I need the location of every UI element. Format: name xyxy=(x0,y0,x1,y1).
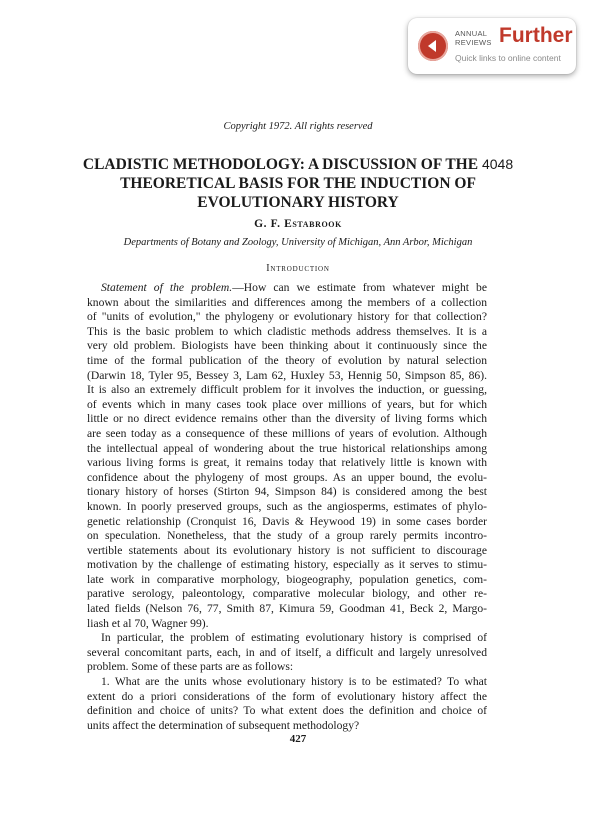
badge-subtitle: Quick links to online content xyxy=(455,53,561,63)
paragraph-line: vertible statements about its evolutionary history is not sufficient to discourage xyxy=(87,543,487,557)
title-line-1-text: CLADISTIC METHODOLOGY: A DISCUSSION OF THE xyxy=(82,156,479,173)
paragraph-line: (Darwin 18, Tyler 95, Bessey 3, Lam 62, Huxley 53, Hennig 50, Simpson 85, 86). xyxy=(87,368,487,382)
paragraph-line: known. In poorly preserved groups, such as the angiosperms, estimates of phylo- xyxy=(87,499,487,513)
badge-annual-text: ANNUAL xyxy=(455,29,488,38)
title-line-2: THEORETICAL BASIS FOR THE INDUCTION OF xyxy=(120,175,476,192)
paragraph-line: Statement of the problem.—How can we estimate from whatever might be xyxy=(101,281,487,294)
paragraph-line: are seen today as a consequence of these millions of years of evolution. Although xyxy=(87,426,487,440)
paragraph-line: known about the similarities and differences among the members of a collection xyxy=(87,295,487,309)
title-line-3: EVOLUTIONARY HISTORY xyxy=(197,194,399,211)
paragraph-line: on speculation. Nonetheless, that the study of a group rarely permits incontro- xyxy=(87,529,487,543)
annual-reviews-logo-icon xyxy=(418,31,448,61)
copyright-notice: Copyright 1972. All rights reserved xyxy=(223,121,373,132)
paragraph-line: of "units of evolution," the phylogeny or evolutionary history for that collection? xyxy=(87,310,487,324)
paragraph-line: In particular, the problem of estimating evolutionary history is comprised of xyxy=(101,631,487,645)
paragraph-line: the intellectual appeal of wondering about the true historical relationships among xyxy=(87,441,487,455)
paragraph-line: It is also an extremely difficult problem for it involves the induction, or guessing, xyxy=(87,383,487,397)
section-heading: Introduction xyxy=(266,263,330,274)
paragraph-line: liash et al 70, Wagner 99). xyxy=(87,616,209,630)
paragraph-line: definition and choice of units? To what extent does the definition and choice of xyxy=(87,704,487,718)
paragraph-line: very old problem. Biologists have been thinking about it continuously since the xyxy=(87,339,487,353)
paragraph-line: units affect the determination of subsequent methodology? xyxy=(87,718,360,732)
paragraph-line: time of the formal publication of the theory of evolution by natural selection xyxy=(87,353,487,367)
badge-reviews-text: REVIEWS xyxy=(455,38,492,47)
paragraph-line: genetic relationship (Cronquist 16, Davis & Heywood 19) in some cases border xyxy=(87,514,487,528)
article-title xyxy=(60,155,536,212)
paragraph-lead-in: Statement of the problem. xyxy=(101,281,233,294)
author-affiliation: Departments of Botany and Zoology, University of Michigan, Ann Arbor, Michigan xyxy=(123,237,473,248)
article-body xyxy=(87,281,487,733)
author-name: G. F. Estabrook xyxy=(254,218,342,230)
paragraph-line: problem. Some of these parts are as follows: xyxy=(87,660,294,674)
badge-further-title: Further xyxy=(499,24,573,47)
paragraph-line: lated fields (Nelson 76, 77, Smith 87, Kimura 59, Goodman 41, Beck 2, Margo- xyxy=(87,602,487,616)
paragraph-line: of events which in many cases took place over millions of years, but for which xyxy=(87,397,487,411)
paragraph-line: tionary history of horses (Stirton 94, Simpson 84) is considered among the best xyxy=(87,485,487,499)
badge-annual-reviews-label xyxy=(455,29,492,47)
paragraph-line: extent do a priori considerations of the form of evolutionary history affect the xyxy=(87,689,487,703)
title-line-1 xyxy=(60,155,536,174)
paragraph-line: parative serology, paleontology, comparative molecular biology, and other re- xyxy=(87,587,487,601)
paragraph-line: several concomitant parts, each, in and of itself, a difficult and largely unresolved xyxy=(87,645,487,659)
paragraph-line: motivation by the challenge of estimating history, especially as it serves to stimu- xyxy=(87,558,487,572)
title-number: 4048 xyxy=(481,156,514,172)
paragraph-line: various living forms is great, it remains today that relatively little is known with xyxy=(87,456,487,470)
paragraph-line: late work in comparative morphology, biogeography, population genetics, com- xyxy=(87,572,487,586)
paragraph-line: 1. What are the units whose evolutionary history is to be estimated? To what xyxy=(101,675,487,689)
paragraph-line: little or no direct evidence remains other than the diversity of living forms which xyxy=(87,412,487,426)
annual-reviews-further-link[interactable] xyxy=(408,18,576,74)
paragraph-line: This is the basic problem to which cladistic methods address themselves. It is a xyxy=(87,324,487,338)
page-number: 427 xyxy=(289,733,307,745)
paragraph-line: confidence about the phylogeny of most groups. As an upper bound, the evolu- xyxy=(87,470,487,484)
